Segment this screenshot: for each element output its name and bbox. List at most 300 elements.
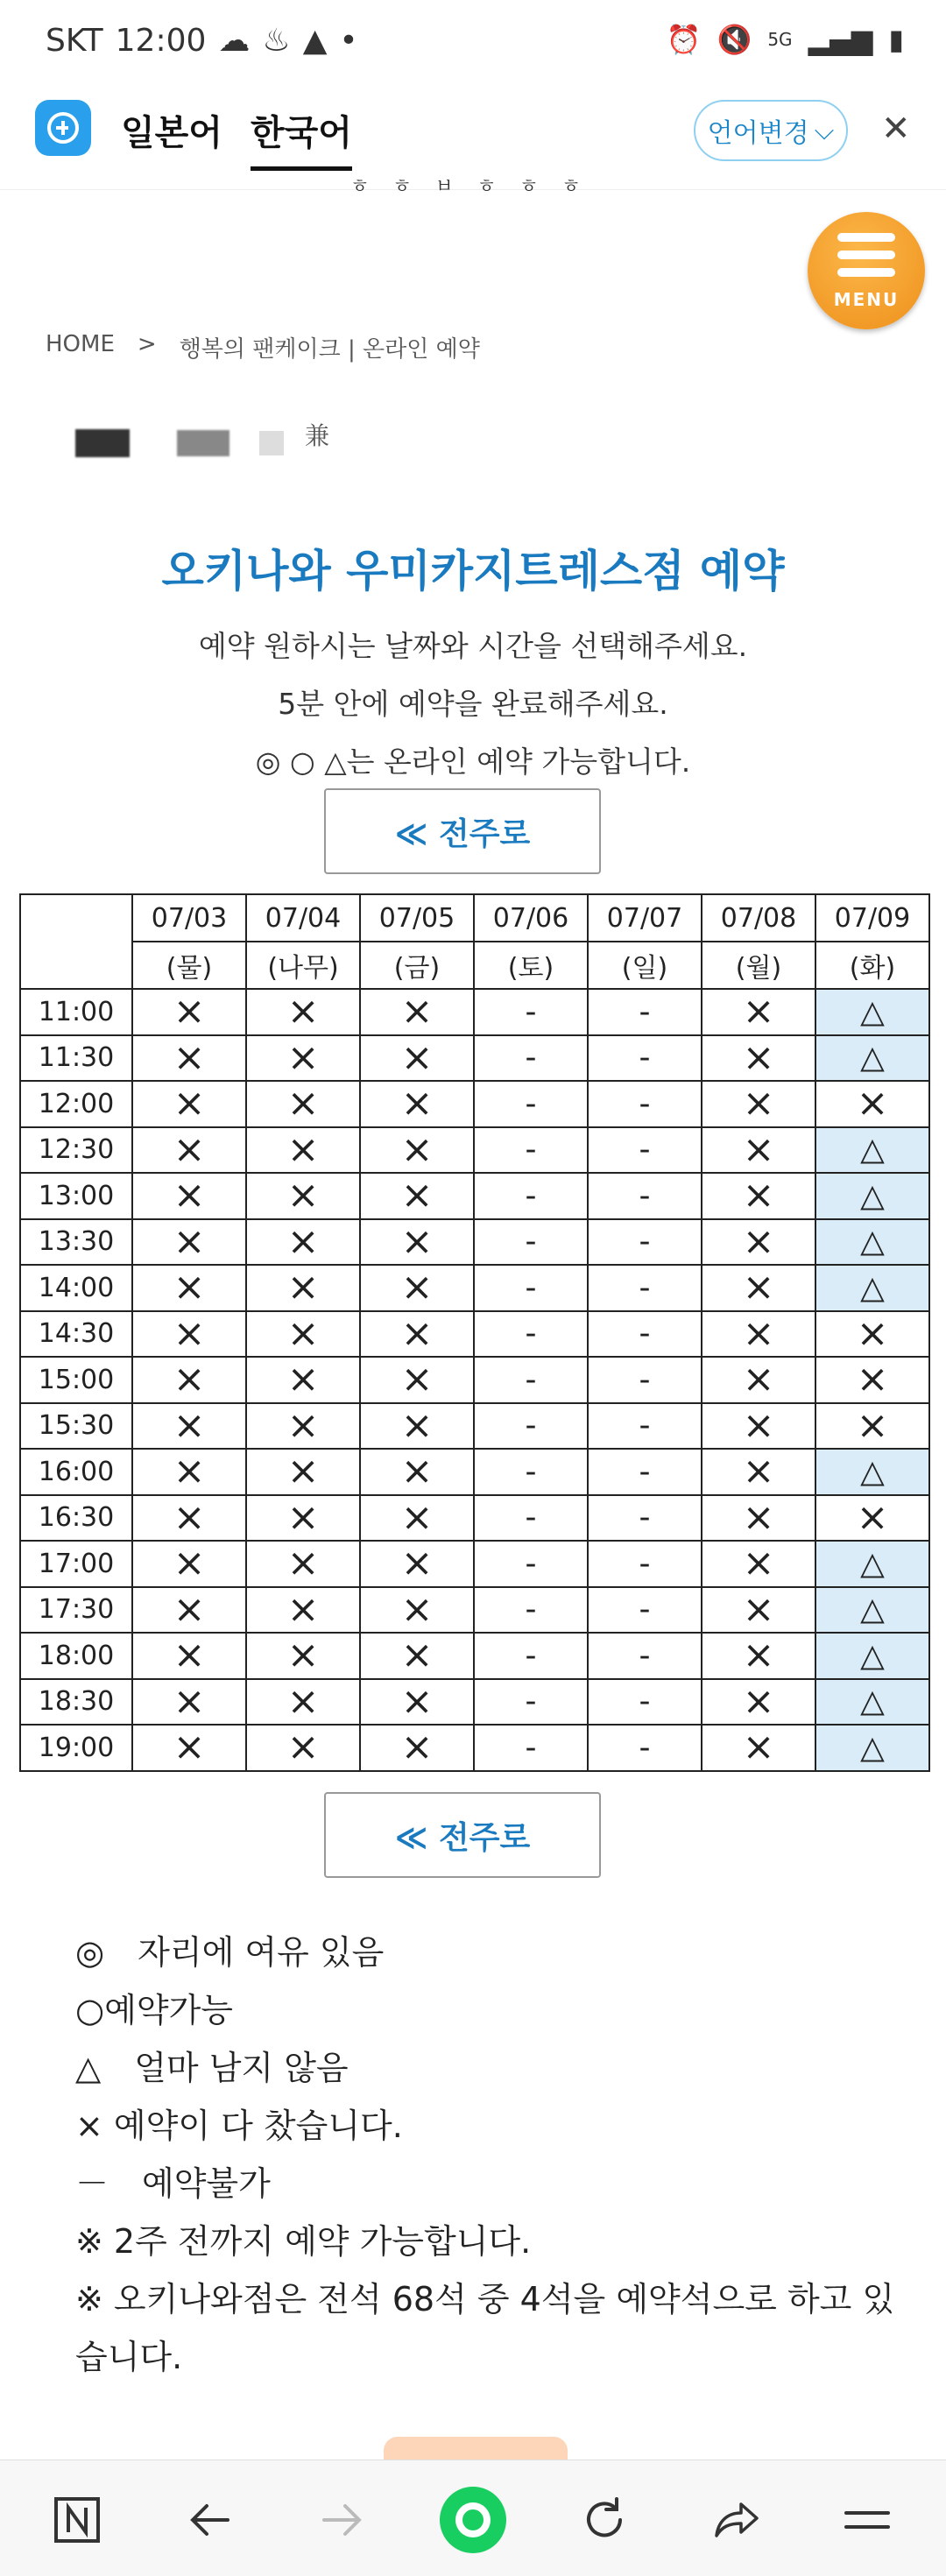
slot-mark: ×: [173, 1126, 206, 1172]
slot-mark: ×: [400, 989, 434, 1034]
slot-mark: -: [525, 1729, 537, 1766]
table-row: [20, 1449, 929, 1495]
slot-cell: [132, 1725, 246, 1771]
slot-cell: [360, 1219, 474, 1266]
slot-mark: -: [639, 1500, 651, 1536]
table-row: [20, 1679, 929, 1726]
slot-mark: △: [860, 1269, 885, 1306]
time-cell: 12:00: [20, 1081, 132, 1127]
menu-lines-icon[interactable]: [832, 2485, 902, 2555]
slot-cell: [702, 1679, 815, 1726]
breadcrumb-home[interactable]: HOME: [46, 331, 115, 357]
slot-mark: ×: [173, 1034, 206, 1080]
slot-mark: ×: [400, 1265, 434, 1310]
status-bar: [0, 0, 946, 91]
slot-mark: -: [525, 993, 537, 1030]
slot-mark: ×: [856, 1357, 889, 1402]
slot-cell: [132, 1449, 246, 1495]
chevron-down-icon: ⌵: [814, 115, 835, 146]
date-header: 07/04: [246, 894, 360, 942]
date-header: 07/08: [702, 894, 815, 942]
time-cell: 14:00: [20, 1265, 132, 1311]
slot-mark: ×: [173, 1494, 206, 1540]
blurred-logo: [75, 429, 130, 457]
status-right: [667, 23, 904, 56]
translator-logo-icon[interactable]: [35, 100, 91, 156]
date-header: 07/06: [474, 894, 588, 942]
slot-cell: [246, 1035, 360, 1082]
slot-mark: -: [525, 1637, 537, 1674]
slot-mark: ×: [742, 1402, 775, 1448]
refresh-icon[interactable]: [569, 2485, 639, 2555]
prev-week-button-bottom[interactable]: ≪ 전주로: [324, 1792, 601, 1878]
slot-cell: [246, 1357, 360, 1403]
slot-cell: [360, 1035, 474, 1082]
slot-cell: [702, 1311, 815, 1358]
date-header: 07/05: [360, 894, 474, 942]
slot-mark: ×: [400, 1541, 434, 1586]
slot-cell: [132, 1127, 246, 1174]
legend-item: ※ 2주 전까지 예약 가능합니다.: [75, 2222, 532, 2261]
slot-mark: -: [525, 1591, 537, 1628]
tab-japanese[interactable]: 일본어: [121, 113, 222, 153]
slot-mark: △: [860, 1453, 885, 1490]
tab-korean[interactable]: 한국어: [251, 105, 352, 155]
forward-arrow-icon[interactable]: [307, 2485, 377, 2555]
slot-mark: ×: [400, 1586, 434, 1632]
slot-mark: -: [639, 1361, 651, 1398]
slot-mark: -: [639, 1269, 651, 1306]
slot-cell: [132, 1035, 246, 1082]
slot-mark: ×: [856, 1402, 889, 1448]
slot-mark: -: [525, 1316, 537, 1352]
legend: [75, 1923, 894, 2386]
slot-cell: [588, 1495, 702, 1542]
available-slot-cell[interactable]: [815, 1679, 929, 1726]
slot-cell: [360, 1081, 474, 1127]
slot-mark: ×: [742, 1034, 775, 1080]
slot-cell: [588, 1035, 702, 1082]
slot-mark: -: [639, 1453, 651, 1490]
slot-mark: ×: [400, 1494, 434, 1540]
day-header: (금): [360, 942, 474, 989]
menu-bar-icon: [837, 268, 895, 277]
schedule-body: [20, 989, 929, 1771]
slot-cell: [132, 1265, 246, 1311]
slot-mark: -: [639, 993, 651, 1030]
slot-mark: -: [525, 1269, 537, 1306]
cloud-icon: ☁: [218, 23, 251, 59]
slot-cell: [702, 1495, 815, 1542]
slot-mark: -: [525, 1085, 537, 1122]
day-header: (월): [702, 942, 815, 989]
breadcrumb-current: 행복의 팬케이크 | 온라인 예약: [179, 336, 480, 363]
slot-cell: [588, 1311, 702, 1358]
slot-mark: ×: [173, 1449, 206, 1494]
slot-cell: [474, 1035, 588, 1082]
slot-mark: -: [525, 1683, 537, 1720]
slot-mark: △: [860, 1637, 885, 1674]
slot-cell: [132, 1173, 246, 1219]
table-row: [20, 1541, 929, 1587]
table-row: [20, 989, 929, 1035]
slot-cell: [588, 1081, 702, 1127]
app-notification-icon: ♨: [262, 23, 291, 59]
slot-cell: [474, 1403, 588, 1450]
slot-cell: [702, 1219, 815, 1266]
time-cell: 11:00: [20, 989, 132, 1035]
table-row: [20, 1081, 929, 1127]
slot-mark: △: [860, 1224, 885, 1260]
available-slot-cell[interactable]: [815, 1449, 929, 1495]
slot-cell: [132, 989, 246, 1035]
slot-cell: [246, 1495, 360, 1542]
share-icon[interactable]: [701, 2485, 771, 2555]
available-slot-cell[interactable]: [815, 1541, 929, 1587]
slot-cell: [246, 1219, 360, 1266]
slot-cell: [702, 1725, 815, 1771]
slot-cell: [246, 1403, 360, 1450]
slot-cell: [360, 1679, 474, 1726]
slot-mark: △: [860, 1545, 885, 1582]
table-row: [20, 1357, 929, 1403]
slot-mark: ×: [856, 1494, 889, 1540]
slot-cell: [246, 1725, 360, 1771]
slot-mark: △: [860, 1040, 885, 1076]
slot-cell: [588, 1127, 702, 1174]
slot-cell: [474, 1679, 588, 1726]
table-row: [20, 1311, 929, 1358]
table-row: [20, 1265, 929, 1311]
slot-cell: [588, 1633, 702, 1679]
table-row: [20, 1127, 929, 1174]
back-arrow-icon[interactable]: [175, 2485, 245, 2555]
slot-cell: [474, 1541, 588, 1587]
legend-item: ※ 오키나와점은 전석 68석 중 4석을 예약석으로 하고 있: [75, 2280, 895, 2318]
slot-mark: -: [525, 1040, 537, 1076]
slot-mark: -: [639, 1085, 651, 1122]
slot-mark: ×: [173, 1357, 206, 1402]
alarm-icon: ⏰: [666, 23, 702, 56]
info-line-2: 5분 안에 예약을 완료해주세요.: [278, 687, 668, 721]
available-slot-cell[interactable]: [815, 1633, 929, 1679]
date-header-row: [20, 894, 929, 942]
slot-cell: [702, 1633, 815, 1679]
available-slot-cell[interactable]: [815, 1587, 929, 1634]
time-cell: 19:00: [20, 1725, 132, 1771]
carrier-label: SKT: [46, 23, 103, 59]
schedule-table: [19, 893, 930, 1772]
slot-cell: [588, 1679, 702, 1726]
slot-mark: △: [860, 1132, 885, 1168]
slot-mark: ×: [286, 1034, 320, 1080]
slot-cell: [360, 1495, 474, 1542]
slot-cell: [474, 1127, 588, 1174]
blurred-char: 兼: [305, 421, 330, 450]
slot-mark: ×: [173, 1678, 206, 1724]
slot-cell: [132, 1081, 246, 1127]
slot-mark: ×: [742, 1081, 775, 1126]
slot-mark: ×: [742, 1126, 775, 1172]
slot-mark: ×: [742, 1218, 775, 1264]
slot-mark: ×: [286, 1449, 320, 1494]
slot-mark: -: [639, 1040, 651, 1076]
prev-week-button[interactable]: ≪ 전주로: [324, 788, 601, 874]
slot-mark: -: [525, 1132, 537, 1168]
slot-cell: [360, 1403, 474, 1450]
table-row: [20, 1173, 929, 1219]
day-header: (토): [474, 942, 588, 989]
slot-cell: [474, 1081, 588, 1127]
slot-mark: ×: [400, 1034, 434, 1080]
slot-mark: ×: [173, 1310, 206, 1356]
slot-mark: ×: [742, 1265, 775, 1310]
slot-cell: [132, 1679, 246, 1726]
browser-bottom-bar: [0, 2460, 946, 2576]
available-slot-cell[interactable]: [815, 1173, 929, 1219]
menu-bar-icon: [837, 251, 895, 259]
slot-mark: ×: [856, 1310, 889, 1356]
time-cell: 13:30: [20, 1219, 132, 1266]
slot-mark: ×: [742, 1310, 775, 1356]
available-slot-cell[interactable]: [815, 1219, 929, 1266]
slot-mark: ×: [742, 989, 775, 1034]
info-line-3: ◎ ○ △는 온라인 예약 가능합니다.: [255, 745, 691, 779]
slot-cell: [815, 1081, 929, 1127]
menu-label: MENU: [833, 289, 900, 310]
time-cell: 16:30: [20, 1495, 132, 1542]
dot-icon: •: [339, 23, 358, 59]
time-cell: 14:30: [20, 1311, 132, 1358]
slot-mark: ×: [400, 1173, 434, 1218]
slot-cell: [474, 1495, 588, 1542]
slot-mark: ×: [742, 1541, 775, 1586]
slot-mark: ×: [173, 1402, 206, 1448]
slot-mark: -: [639, 1545, 651, 1582]
slot-cell: [815, 1311, 929, 1358]
slot-cell: [132, 1311, 246, 1358]
slot-cell: [702, 1541, 815, 1587]
slot-mark: -: [639, 1408, 651, 1444]
slot-mark: △: [860, 1683, 885, 1720]
slot-cell: [588, 1587, 702, 1634]
slot-mark: ×: [400, 1633, 434, 1678]
slot-mark: ×: [856, 1081, 889, 1126]
slot-cell: [360, 1633, 474, 1679]
date-header: 07/07: [588, 894, 702, 942]
available-slot-cell[interactable]: [815, 1265, 929, 1311]
table-row: [20, 1633, 929, 1679]
slot-cell: [588, 1725, 702, 1771]
slot-cell: [702, 1127, 815, 1174]
slot-cell: [588, 1403, 702, 1450]
table-row: [20, 1725, 929, 1771]
info-line-1: 예약 원하시는 날짜와 시간을 선택해주세요.: [198, 629, 748, 663]
slot-mark: ×: [400, 1725, 434, 1770]
slot-mark: ×: [286, 1678, 320, 1724]
slot-mark: △: [860, 993, 885, 1030]
slot-cell: [588, 1357, 702, 1403]
slot-cell: [246, 1541, 360, 1587]
menu-button[interactable]: [808, 212, 925, 329]
slot-cell: [246, 1081, 360, 1127]
clock: 12:00: [115, 23, 207, 59]
legend-item: ◎ 자리에 여유 있음: [75, 1933, 385, 1972]
network-5g-icon: 5G: [767, 29, 793, 50]
slot-mark: ×: [742, 1357, 775, 1402]
slot-cell: [132, 1495, 246, 1542]
slot-cell: [246, 1587, 360, 1634]
slot-mark: -: [639, 1177, 651, 1214]
slot-cell: [588, 1265, 702, 1311]
change-language-button[interactable]: [694, 100, 848, 161]
slot-cell: [474, 1265, 588, 1311]
slot-cell: [360, 1357, 474, 1403]
slot-mark: ×: [173, 1173, 206, 1218]
available-slot-cell[interactable]: [815, 1725, 929, 1771]
slot-cell: [360, 1725, 474, 1771]
slot-cell: [360, 1265, 474, 1311]
date-header: 07/03: [132, 894, 246, 942]
day-header: (일): [588, 942, 702, 989]
slot-cell: [474, 1587, 588, 1634]
slot-mark: ×: [742, 1725, 775, 1770]
battery-icon: ▮: [888, 23, 904, 56]
slot-mark: ×: [173, 989, 206, 1034]
time-cell: 15:00: [20, 1357, 132, 1403]
available-slot-cell[interactable]: [815, 1035, 929, 1082]
green-home-icon[interactable]: [438, 2485, 508, 2555]
table-row: [20, 1403, 929, 1450]
slot-cell: [588, 1449, 702, 1495]
time-cell: 13:00: [20, 1173, 132, 1219]
slot-mark: ×: [400, 1081, 434, 1126]
slot-mark: ×: [286, 1633, 320, 1678]
legend-item: △ 얼마 남지 않음: [75, 2049, 349, 2087]
slot-cell: [702, 1173, 815, 1219]
close-icon[interactable]: ✕: [881, 109, 911, 149]
slot-cell: [815, 1357, 929, 1403]
slot-mark: -: [525, 1177, 537, 1214]
available-slot-cell[interactable]: [815, 989, 929, 1035]
slot-mark: ×: [173, 1265, 206, 1310]
slot-mark: ×: [286, 1494, 320, 1540]
slot-mark: ×: [400, 1310, 434, 1356]
slot-cell: [360, 1127, 474, 1174]
slot-cell: [702, 1265, 815, 1311]
slot-cell: [360, 1587, 474, 1634]
blurred-logo: [177, 430, 229, 456]
legend-item: ○예약가능: [75, 1991, 233, 2029]
table-row: [20, 1495, 929, 1542]
slot-cell: [360, 1541, 474, 1587]
table-row: [20, 1035, 929, 1082]
blurred-logos: [75, 421, 330, 457]
time-cell: 17:00: [20, 1541, 132, 1587]
slot-cell: [360, 1449, 474, 1495]
slot-cell: [132, 1357, 246, 1403]
slot-mark: ×: [286, 989, 320, 1034]
day-header-row: [20, 942, 929, 989]
slot-cell: [246, 1449, 360, 1495]
legend-item: × 예약이 다 찼습니다.: [75, 2107, 403, 2145]
slot-mark: ×: [400, 1402, 434, 1448]
slot-cell: [588, 1219, 702, 1266]
slot-mark: -: [525, 1453, 537, 1490]
available-slot-cell[interactable]: [815, 1127, 929, 1174]
slot-mark: -: [525, 1408, 537, 1444]
day-header: (나무): [246, 942, 360, 989]
slot-mark: ×: [286, 1541, 320, 1586]
slot-cell: [132, 1403, 246, 1450]
slot-mark: ×: [400, 1357, 434, 1402]
date-header: 07/09: [815, 894, 929, 942]
status-left: [46, 23, 358, 59]
slot-cell: [474, 1357, 588, 1403]
time-cell: 12:30: [20, 1127, 132, 1174]
slot-cell: [702, 989, 815, 1035]
slot-cell: [702, 1587, 815, 1634]
slot-mark: △: [860, 1729, 885, 1766]
empty-corner-cell: [20, 894, 132, 989]
slot-mark: -: [639, 1637, 651, 1674]
mute-icon: 🔇: [717, 23, 752, 56]
time-cell: 17:30: [20, 1587, 132, 1634]
slot-cell: [588, 1173, 702, 1219]
slot-mark: ×: [742, 1494, 775, 1540]
slot-mark: ×: [286, 1310, 320, 1356]
slot-cell: [474, 1449, 588, 1495]
slot-mark: ×: [286, 1357, 320, 1402]
slot-cell: [132, 1541, 246, 1587]
slot-mark: ×: [173, 1081, 206, 1126]
slot-mark: △: [860, 1591, 885, 1628]
slot-mark: ×: [286, 1173, 320, 1218]
slot-cell: [588, 1541, 702, 1587]
slot-cell: [132, 1633, 246, 1679]
slot-mark: ×: [173, 1541, 206, 1586]
slot-mark: ×: [173, 1586, 206, 1632]
slot-cell: [702, 1035, 815, 1082]
slot-mark: -: [525, 1361, 537, 1398]
naver-n-icon[interactable]: [42, 2485, 112, 2555]
slot-cell: [702, 1449, 815, 1495]
slot-mark: ×: [742, 1678, 775, 1724]
slot-cell: [246, 989, 360, 1035]
slot-mark: ×: [400, 1678, 434, 1724]
slot-cell: [474, 1311, 588, 1358]
slot-mark: ×: [286, 1081, 320, 1126]
slot-mark: ×: [742, 1173, 775, 1218]
slot-cell: [246, 1311, 360, 1358]
time-cell: 16:00: [20, 1449, 132, 1495]
slot-cell: [246, 1173, 360, 1219]
slot-mark: ×: [400, 1218, 434, 1264]
slot-mark: -: [639, 1591, 651, 1628]
slot-mark: ×: [286, 1586, 320, 1632]
slot-cell: [246, 1679, 360, 1726]
slot-mark: -: [639, 1729, 651, 1766]
day-header: (화): [815, 942, 929, 989]
slot-mark: ×: [286, 1725, 320, 1770]
slot-mark: ×: [742, 1449, 775, 1494]
slot-cell: [815, 1403, 929, 1450]
slot-cell: [132, 1587, 246, 1634]
slot-cell: [360, 1311, 474, 1358]
time-cell: 11:30: [20, 1035, 132, 1082]
slot-cell: [702, 1081, 815, 1127]
time-cell: 18:00: [20, 1633, 132, 1679]
